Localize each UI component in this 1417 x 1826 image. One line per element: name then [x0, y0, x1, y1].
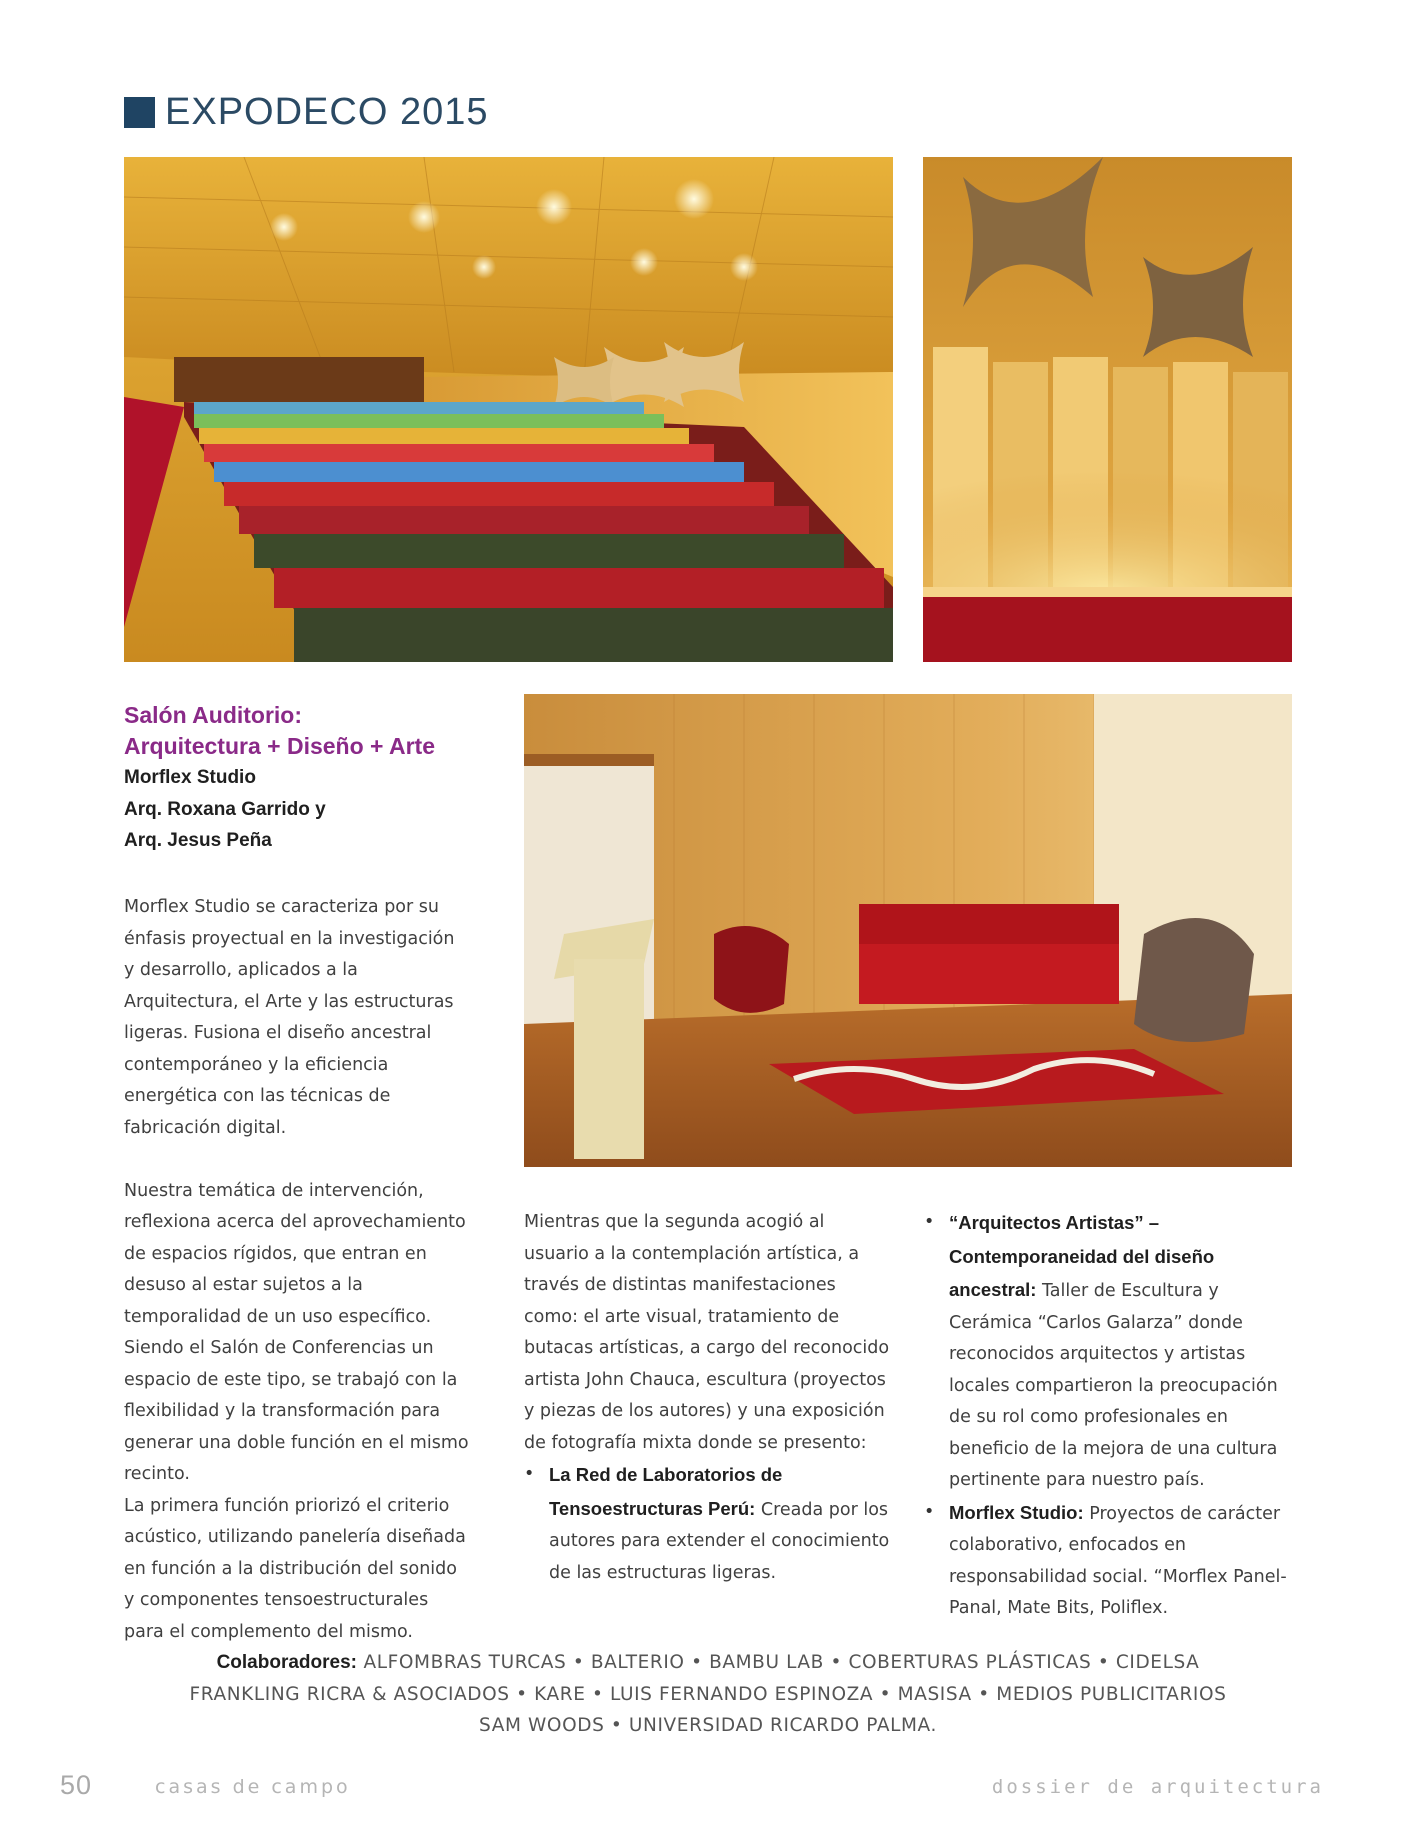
credit-architect-2: Arq. Jesus Peña — [124, 830, 272, 851]
article-column-2 — [524, 1207, 894, 1589]
bullet-text: Proyectos de carácter colaborativo, enfocados en responsabilidad social. “Morflex Panel-Panal, Mate Bits, Poliflex. — [949, 1503, 1287, 1618]
article-heading — [124, 700, 484, 857]
bullet-text: Taller de Escultura y Cerámica “Carlos Galarza” donde reconocidos arquitectos y artistas locales compartieron la preocupación de su rol como profesionales en beneficio de la mejora de una cultura pertinente para nuestro país. — [949, 1281, 1278, 1490]
collaborators-line-2: FRANKLING RICRA & ASOCIADOS • KARE • LUIS FERNANDO ESPINOZA • MASISA • MEDIOS PUBLICITARIOS — [189, 1683, 1227, 1705]
bullet-title: “Arquitectos Artistas” – Contemporaneidad del diseño ancestral: — [949, 1212, 1215, 1300]
paragraph: Nuestra temática de intervención, reflexiona acerca del aprovechamiento de espacios rígidos, que entran en desuso al estar sujetos a la temporalidad de un uso específico. Siendo el Salón de Conferencias un espacio de este tipo, se trabajó con la flexibilidad y la transformación para generar una doble función en el mismo recinto. — [124, 1180, 469, 1484]
page-header — [124, 92, 488, 132]
page-title: EXPODECO 2015 — [165, 90, 489, 133]
header-square-icon — [124, 97, 155, 128]
lounge-furniture-photo — [524, 694, 1292, 1167]
article-column-3 — [924, 1207, 1294, 1625]
section-name: dossier de arquitectura — [991, 1776, 1324, 1798]
paragraph: La primera función priorizó el criterio acústico, utilizando panelería diseñada en función a la distribución del sonido y componentes tensoestructurales para el complemento del mismo. — [124, 1495, 466, 1642]
bullet-title: Morflex Studio: — [949, 1501, 1084, 1523]
collaborators-label: Colaboradores: — [216, 1652, 357, 1673]
bullet-text: Creada por los autores para extender el conocimiento de las estructuras ligeras. — [549, 1499, 890, 1583]
collaborators-line-1: Colaboradores: ALFOMBRAS TURCAS • BALTERIO • BAMBU LAB • COBERTURAS PLÁSTICAS • CIDELSA — [216, 1652, 1200, 1673]
bullet-list — [524, 1459, 894, 1589]
page-number: 50 — [60, 1770, 93, 1800]
paragraph: Morflex Studio se caracteriza por su énfasis proyectual en la investigación y desarrollo, aplicados a la Arquitectura, el Arte y las estructuras ligeras. Fusiona el diseño ancestral contemporáneo y la eficiencia energética con las técnicas de fabricación digital. — [124, 897, 455, 1138]
list-item — [924, 1207, 1294, 1497]
wall-panels-photo — [923, 157, 1292, 662]
article-subtitle-line1: Salón Auditorio: — [124, 702, 303, 728]
credit-studio: Morflex Studio — [124, 767, 256, 788]
credit-architect-1: Arq. Roxana Garrido y — [124, 798, 326, 820]
list-item — [524, 1459, 894, 1589]
bullet-title: La Red de Laboratorios de Tensoestructuras Perú: — [549, 1464, 783, 1519]
magazine-name: casas de campo — [155, 1776, 351, 1798]
collaborators-block — [124, 1647, 1292, 1742]
article-subtitle-line2: Arquitectura + Diseño + Arte — [124, 733, 436, 759]
paragraph: Mientras que la segunda acogió al usuario a la contemplación artística, a través de distintas manifestaciones como: el arte visual, tratamiento de butacas artísticas, a cargo del reconocido artista John Chauca, escultura (proyectos y piezas de los autores) y una exposición de fotografía mixta donde se presento: — [524, 1212, 890, 1453]
list-item — [924, 1497, 1294, 1625]
bullet-list — [924, 1207, 1294, 1625]
collaborators-line-3: SAM WOODS • UNIVERSIDAD RICARDO PALMA. — [479, 1715, 937, 1736]
article-column-1 — [124, 892, 469, 1648]
auditorium-seating-photo — [124, 157, 893, 662]
